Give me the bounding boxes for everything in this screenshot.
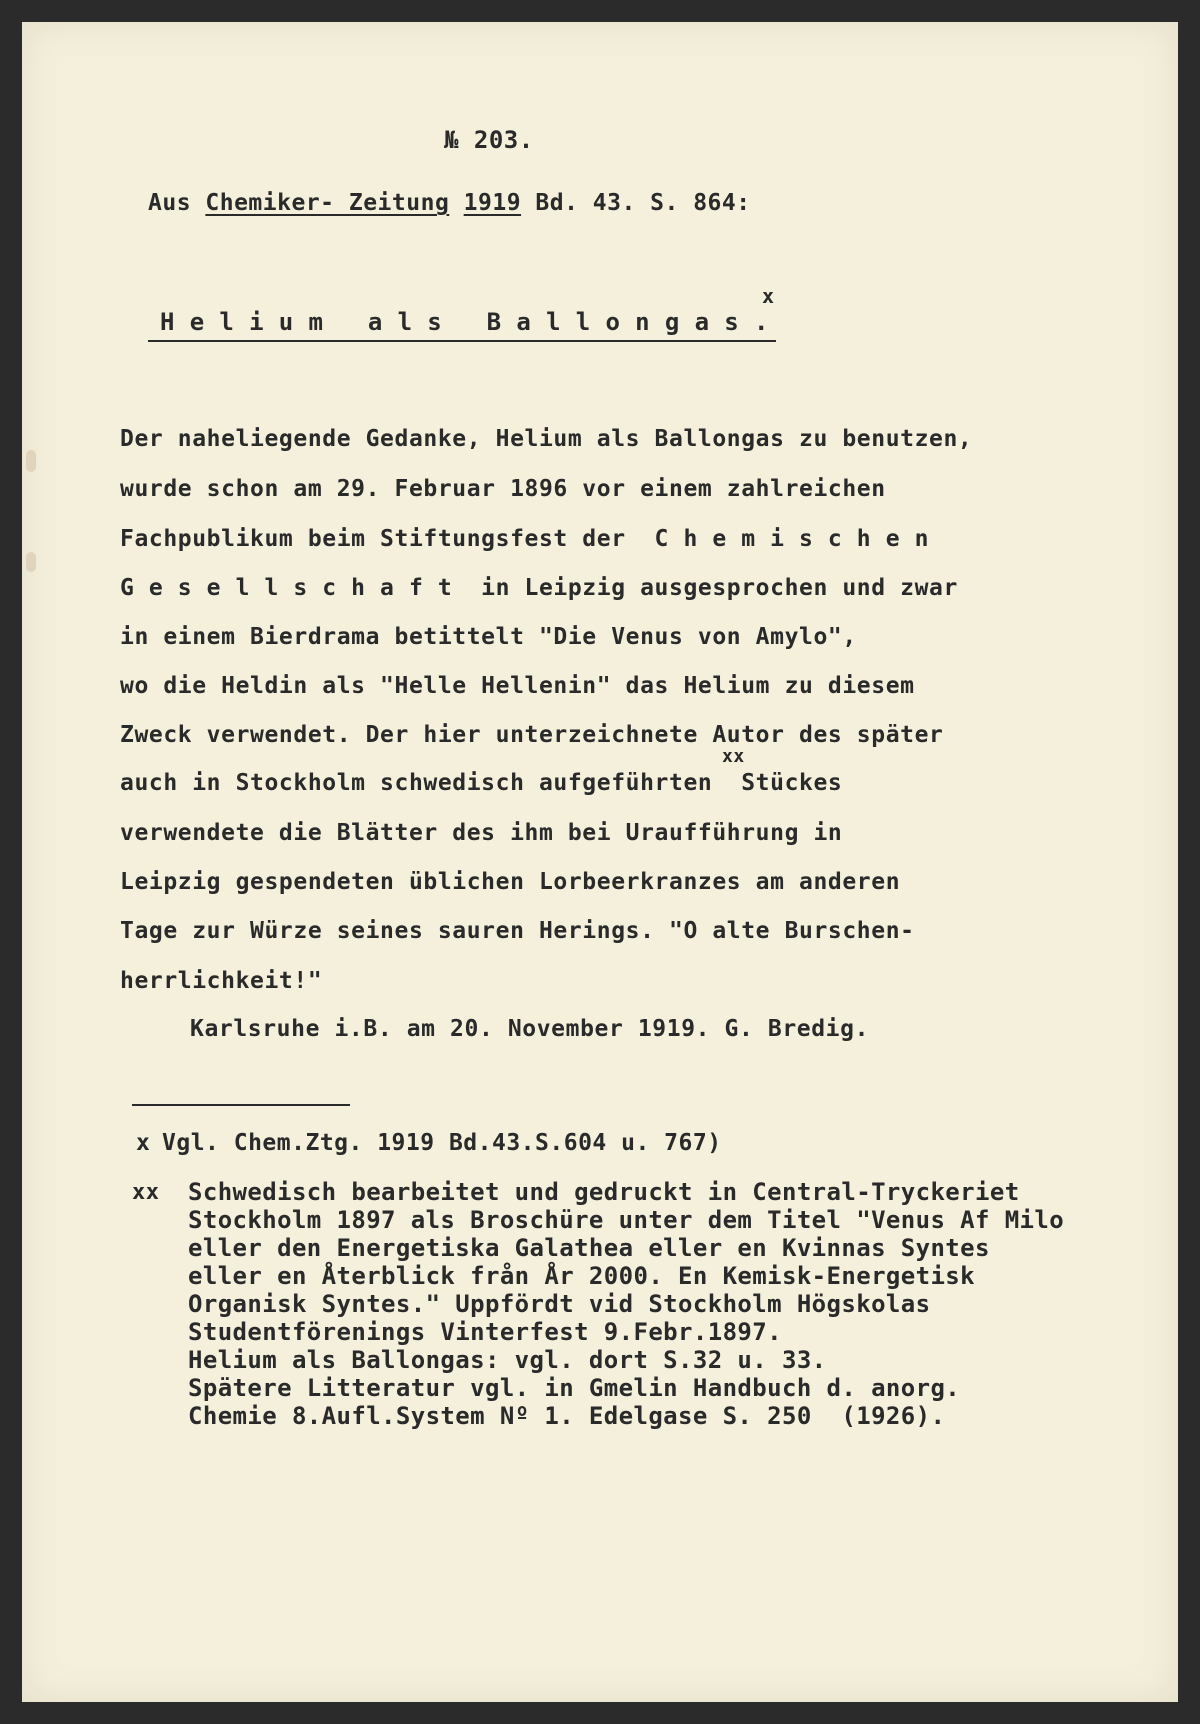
body-line: auch in Stockholm schwedisch aufgeführten Stückes: [120, 770, 843, 796]
footnote-xx-mark: xx: [132, 1180, 160, 1205]
footnote-line: Organisk Syntes." Uppfördt vid Stockholm Högskolas: [188, 1290, 931, 1318]
body-line: Der naheliegende Gedanke, Helium als Ballongas zu benutzen,: [120, 426, 973, 452]
source-journal: Chemiker- Zeitung: [205, 190, 450, 216]
literature-line: Spätere Litteratur vgl. in Gmelin Handbuch d. anorg.: [188, 1374, 961, 1402]
footnote-line: eller den Energetiska Galathea eller en Kvinnas Syntes: [188, 1234, 990, 1262]
body-line: wurde schon am 29. Februar 1896 vor einem zahlreichen: [120, 476, 886, 502]
footnote-line: Schwedisch bearbeitet und gedruckt in Central-Tryckeriet: [188, 1178, 1020, 1206]
source-prefix: Aus: [148, 190, 206, 216]
body-line: wo die Heldin als "Helle Hellenin" das Helium zu diesem: [120, 673, 915, 699]
body-line: Tage zur Würze seines sauren Herings. "O alte Burschen-: [120, 918, 915, 944]
footnote-line: eller en Återblick från År 2000. En Kemisk-Energetisk: [188, 1262, 976, 1290]
footnote-separator: [132, 1104, 350, 1106]
footnote-x-text: Vgl. Chem.Ztg. 1919 Bd.43.S.604 u. 767): [162, 1130, 722, 1156]
body-line: herrlichkeit!": [120, 968, 323, 994]
title-footnote-mark: x: [762, 284, 775, 308]
document-number: № 203.: [444, 126, 534, 154]
body-line: in einem Bierdrama betittelt "Die Venus von Amylo",: [120, 624, 857, 650]
source-rest: Bd. 43. S. 864:: [521, 190, 751, 216]
title-underline: [148, 340, 776, 342]
footnote-line: Studentförenings Vinterfest 9.Febr.1897.: [188, 1318, 782, 1346]
literature-line: Chemie 8.Aufl.System Nº 1. Edelgase S. 250 (1926).: [188, 1402, 946, 1430]
signature-line: Karlsruhe i.B. am 20. November 1919. G. Bredig.: [190, 1016, 870, 1042]
body-line: Leipzig gespendeten üblichen Lorbeerkranzes am anderen: [120, 869, 901, 895]
footnote-line: Stockholm 1897 als Broschüre unter dem Titel "Venus Af Milo: [188, 1206, 1065, 1234]
footnote-x-mark: x: [136, 1130, 151, 1156]
source-line: [148, 190, 751, 216]
source-year: 1919: [463, 190, 522, 216]
body-line: Fachpublikum beim Stiftungsfest der C h e m i s c h e n: [120, 526, 930, 552]
body-line: verwendete die Blätter des ihm bei Uraufführung in: [120, 820, 843, 846]
footnote-line: Helium als Ballongas: vgl. dort S.32 u. 33.: [188, 1346, 827, 1374]
body-line: Zweck verwendet. Der hier unterzeichnete Autor des später: [120, 722, 944, 748]
footnote-xx-block: [188, 1178, 1064, 1374]
inline-footnote-mark: xx: [722, 746, 745, 767]
paper-stain: [26, 552, 36, 572]
page-title: H e l i u m a l s B a l l o n g a s .: [160, 308, 769, 336]
body-line: G e s e l l s c h a f t in Leipzig ausgesprochen und zwar: [120, 575, 958, 601]
document-page: [22, 22, 1178, 1702]
paper-stain: [26, 450, 36, 472]
later-literature-block: [188, 1374, 960, 1430]
